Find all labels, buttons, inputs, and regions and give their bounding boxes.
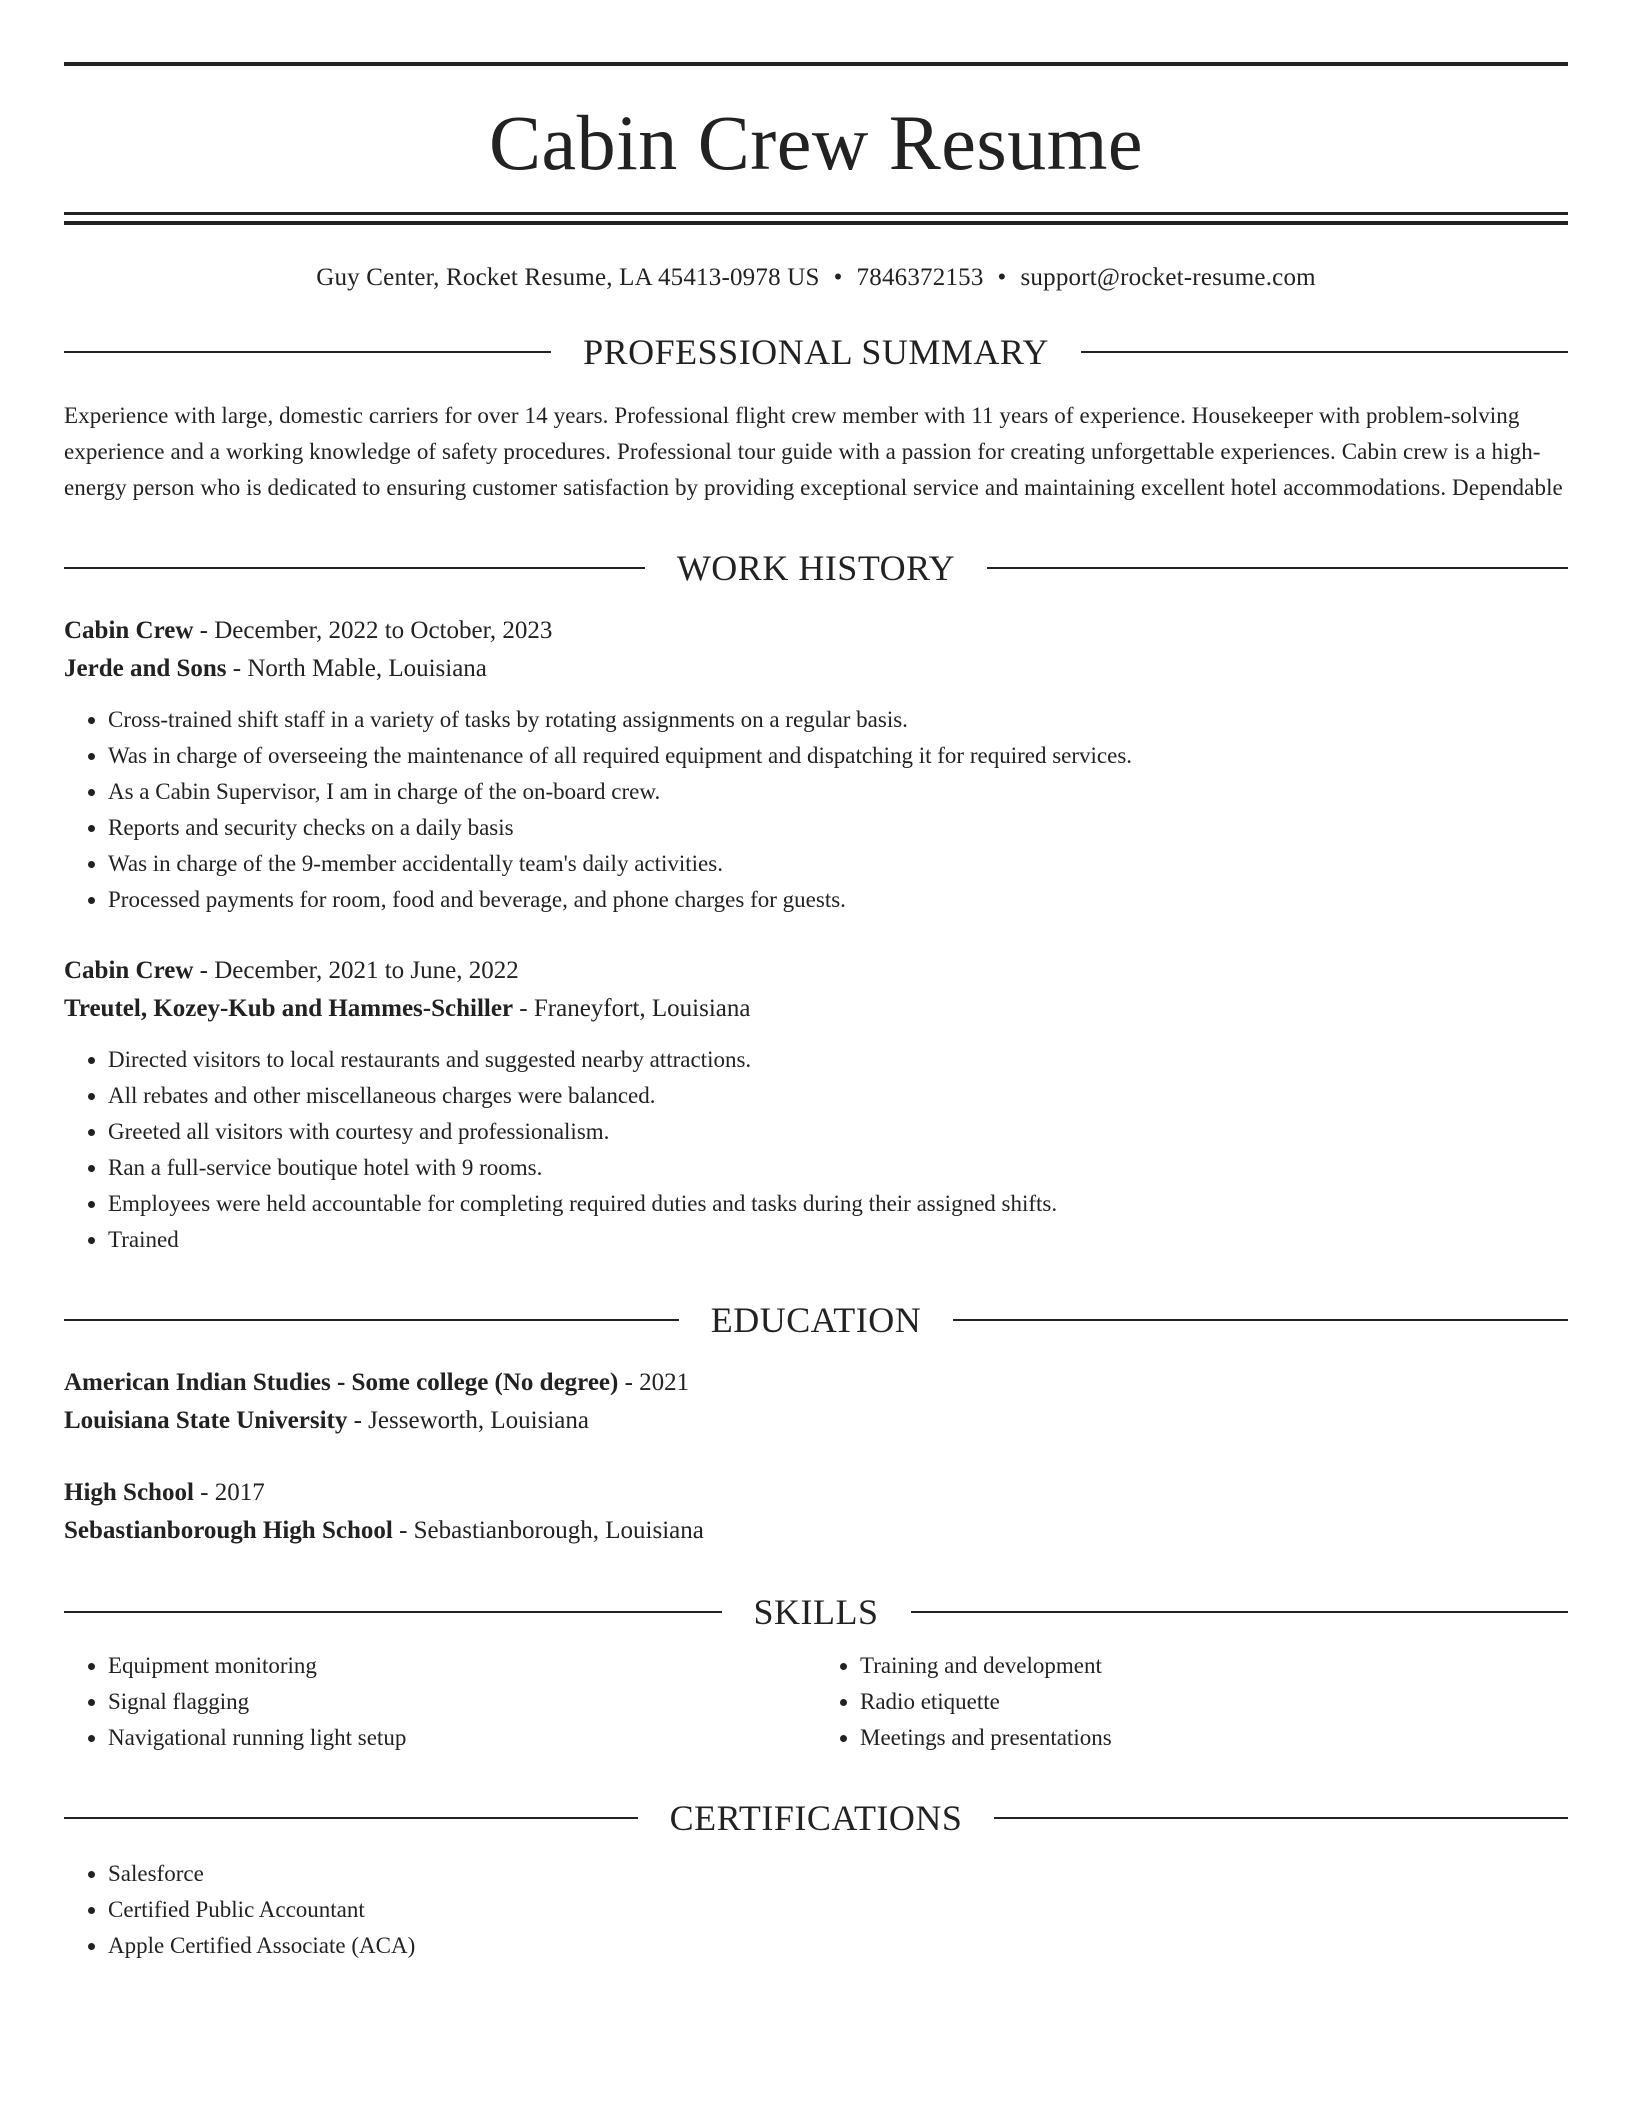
job-company-line: [64, 990, 1568, 1028]
contact-phone: 7846372153: [856, 264, 984, 291]
education-school: Sebastianborough High School: [64, 1517, 393, 1544]
list-item: • Radio etiquette: [860, 1684, 1568, 1720]
job-entry: [64, 952, 1568, 1258]
education-school-line: [64, 1512, 1568, 1550]
job-location: - North Mable, Louisiana: [226, 655, 487, 682]
certifications-list: [64, 1856, 1568, 1964]
job-entry: [64, 612, 1568, 918]
list-item: • Certified Public Accountant: [108, 1892, 1568, 1928]
job-title-line: [64, 612, 1568, 650]
education-heading: EDUCATION: [710, 1300, 922, 1340]
list-item: • All rebates and other miscellaneous charges were balanced.: [108, 1078, 1568, 1114]
skills-section-header: [64, 1594, 1568, 1630]
job-title: Cabin Crew: [64, 617, 194, 644]
list-item: • Navigational running light setup: [108, 1720, 816, 1756]
work-heading: WORK HISTORY: [676, 548, 956, 588]
job-company: Treutel, Kozey-Kub and Hammes-Schiller: [64, 995, 514, 1022]
job-title-line: [64, 952, 1568, 990]
list-item: • Signal flagging: [108, 1684, 816, 1720]
job-company-line: [64, 650, 1568, 688]
skills-columns: [64, 1648, 1568, 1756]
certifications-heading: CERTIFICATIONS: [669, 1798, 963, 1838]
section-rule-left: [64, 1611, 722, 1613]
education-entry: [64, 1364, 1568, 1440]
job-bullets: [64, 1042, 1568, 1258]
contact-separator: •: [997, 264, 1007, 291]
work-section-header: [64, 550, 1568, 586]
top-rule: [64, 62, 1568, 66]
job-title: Cabin Crew: [64, 957, 194, 984]
section-rule-left: [64, 1817, 638, 1819]
list-item: • Directed visitors to local restaurants and suggested nearby attractions.: [108, 1042, 1568, 1078]
education-location: - Jesseworth, Louisiana: [347, 1407, 589, 1434]
title-double-rule: [64, 212, 1568, 225]
list-item: • Training and development: [860, 1648, 1568, 1684]
education-degree-line: [64, 1364, 1568, 1402]
list-item: • As a Cabin Supervisor, I am in charge of the on-board crew.: [108, 774, 1568, 810]
education-degree-line: [64, 1474, 1568, 1512]
education-section-header: [64, 1302, 1568, 1338]
section-rule-right: [987, 567, 1568, 569]
certifications-block: [64, 1856, 1568, 1964]
section-rule-right: [994, 1817, 1568, 1819]
education-degree: American Indian Studies - Some college (No degree): [64, 1369, 619, 1396]
resume-title: Cabin Crew Resume: [488, 99, 1144, 186]
job-bullets: [64, 702, 1568, 918]
job-dates: - December, 2021 to June, 2022: [193, 957, 519, 984]
education-year: - 2017: [193, 1479, 265, 1506]
list-item: • Was in charge of overseeing the maintenance of all required equipment and dispatching it for required services.: [108, 738, 1568, 774]
education-school: Louisiana State University: [64, 1407, 348, 1434]
list-item: • Processed payments for room, food and beverage, and phone charges for guests.: [108, 882, 1568, 918]
list-item: • Employees were held accountable for completing required duties and tasks during their assigned shifts.: [108, 1186, 1568, 1222]
list-item: • Ran a full-service boutique hotel with 9 rooms.: [108, 1150, 1568, 1186]
section-rule-left: [64, 1319, 679, 1321]
section-rule-left: [64, 351, 551, 353]
section-rule-right: [953, 1319, 1568, 1321]
summary-heading: PROFESSIONAL SUMMARY: [583, 332, 1049, 372]
skills-heading: SKILLS: [753, 1592, 879, 1632]
list-item: • Trained: [108, 1222, 1568, 1258]
education-year: - 2021: [618, 1369, 690, 1396]
contact-separator: •: [833, 264, 843, 291]
section-rule-right: [1081, 351, 1568, 353]
skills-list-right: [816, 1648, 1568, 1756]
contact-address: Guy Center, Rocket Resume, LA 45413-0978 US: [316, 264, 820, 291]
job-dates: - December, 2022 to October, 2023: [193, 617, 553, 644]
education-degree: High School: [64, 1479, 194, 1506]
certifications-section-header: [64, 1800, 1568, 1836]
list-item: • Meetings and presentations: [860, 1720, 1568, 1756]
contact-email: support@rocket-resume.com: [1020, 264, 1316, 291]
education-entry: [64, 1474, 1568, 1550]
section-rule-right: [911, 1611, 1569, 1613]
education-school-line: [64, 1402, 1568, 1440]
list-item: • Reports and security checks on a daily basis: [108, 810, 1568, 846]
list-item: • Salesforce: [108, 1856, 1568, 1892]
list-item: • Equipment monitoring: [108, 1648, 816, 1684]
job-location: - Franeyfort, Louisiana: [513, 995, 751, 1022]
list-item: • Greeted all visitors with courtesy and professionalism.: [108, 1114, 1568, 1150]
section-rule-left: [64, 567, 645, 569]
list-item: • Was in charge of the 9-member accidentally team's daily activities.: [108, 846, 1568, 882]
job-company: Jerde and Sons: [64, 655, 227, 682]
summary-section-header: [64, 334, 1568, 370]
list-item: • Apple Certified Associate (ACA): [108, 1928, 1568, 1964]
skills-list-left: [64, 1648, 816, 1756]
contact-line: [64, 265, 1568, 290]
list-item: • Cross-trained shift staff in a variety of tasks by rotating assignments on a regular basis.: [108, 702, 1568, 738]
education-location: - Sebastianborough, Louisiana: [392, 1517, 704, 1544]
summary-text: Experience with large, domestic carriers for over 14 years. Professional flight crew member with 11 years of experience. Housekeeper with problem-solving experience and a working knowledge of safety procedures. Professional tour guide with a passion for creating unforgettable experiences. Cabin crew is a high-energy person who is dedicated to ensuring customer satisfaction by providing exceptional service and maintaining excellent hotel accommodations. Dependable: [64, 403, 1563, 500]
